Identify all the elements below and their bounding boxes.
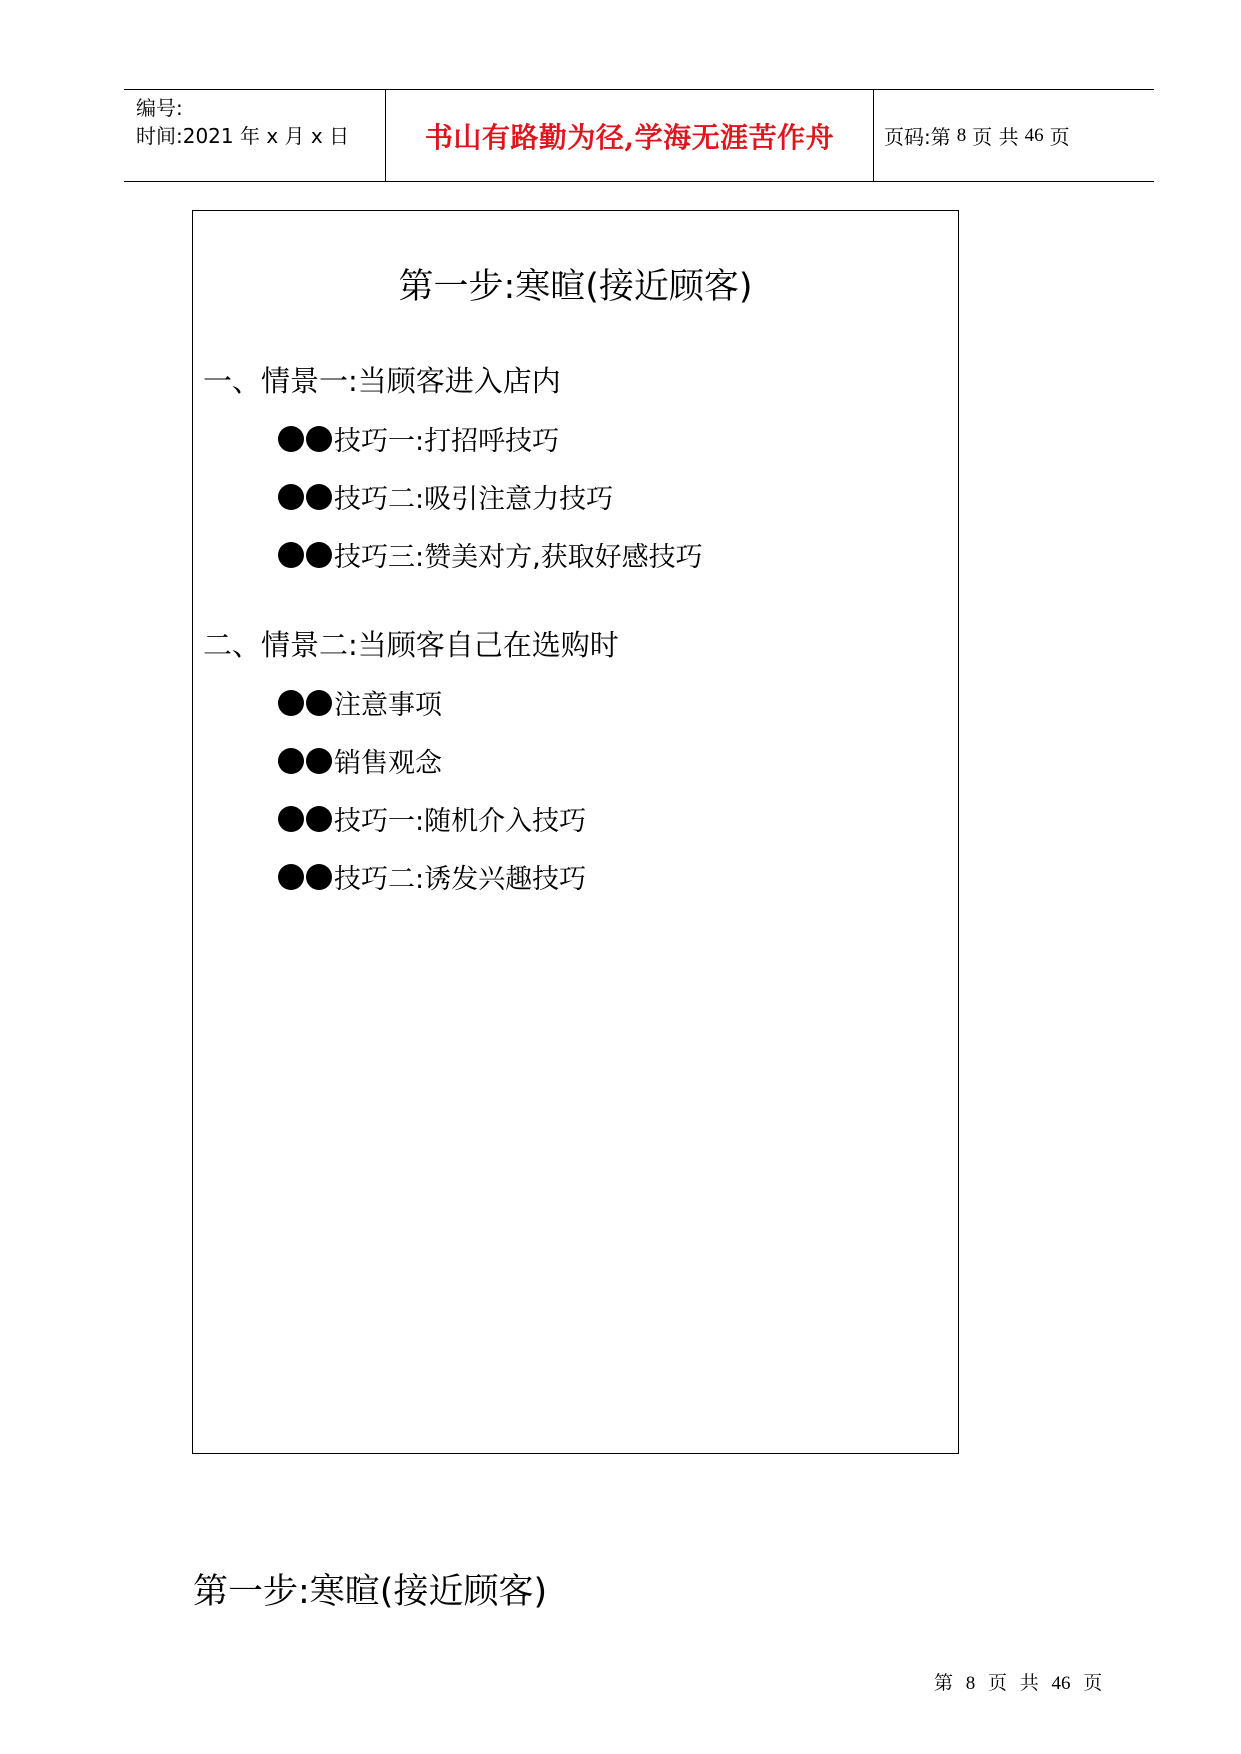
header-page-cell: [874, 90, 1154, 181]
bullet-text: 技巧二:吸引注意力技巧: [334, 484, 614, 515]
bullet-item: [278, 683, 442, 722]
bullet-item: [278, 477, 613, 516]
bullet-text: 销售观念: [334, 748, 442, 779]
page-mid: 页 共: [972, 125, 1019, 149]
bullet-dots-icon: [278, 426, 332, 452]
bullet-text: 技巧三:赞美对方,获取好感技巧: [334, 542, 703, 573]
lower-title: 第一步:寒暄(接近顾客): [193, 1572, 548, 1612]
page-total: 46: [1024, 124, 1044, 146]
time-label: 时间:2021 年 x 月 x 日: [136, 124, 350, 148]
page-prefix: 页码:第: [884, 125, 951, 149]
bullet-item: [278, 535, 703, 574]
bullet-dots-icon: [278, 542, 332, 568]
bullet-text: 技巧一:打招呼技巧: [334, 426, 560, 457]
bullet-dots-icon: [278, 748, 332, 774]
page-suffix: 页: [1049, 125, 1070, 149]
bullet-dots-icon: [278, 806, 332, 832]
bullet-text: 技巧一:随机介入技巧: [334, 806, 587, 837]
header-motto-cell: [386, 90, 874, 181]
bullet-dots-icon: [278, 690, 332, 716]
bullet-item: [278, 741, 442, 780]
motto-text: 书山有路勤为径,学海无涯苦作舟: [424, 120, 835, 154]
bullet-item: [278, 799, 586, 838]
bullet-dots-icon: [278, 484, 332, 510]
bullet-item: [278, 857, 586, 896]
page-footer: 第 8 页 共 46 页: [934, 1673, 1103, 1694]
bullet-text: 注意事项: [334, 690, 442, 721]
number-label: 编号:: [136, 96, 183, 120]
slide-box: [192, 210, 959, 1454]
page-current: 8: [956, 124, 967, 146]
section-heading-2: 二、情景二:当顾客自己在选购时: [203, 628, 619, 662]
slide-title: 第一步:寒暄(接近顾客): [398, 267, 753, 307]
header-meta-cell: [124, 90, 386, 181]
page-header: [124, 89, 1154, 182]
bullet-dots-icon: [278, 864, 332, 890]
bullet-item: [278, 419, 559, 458]
section-heading-1: 一、情景一:当顾客进入店内: [203, 364, 561, 398]
bullet-text: 技巧二:诱发兴趣技巧: [334, 864, 587, 895]
